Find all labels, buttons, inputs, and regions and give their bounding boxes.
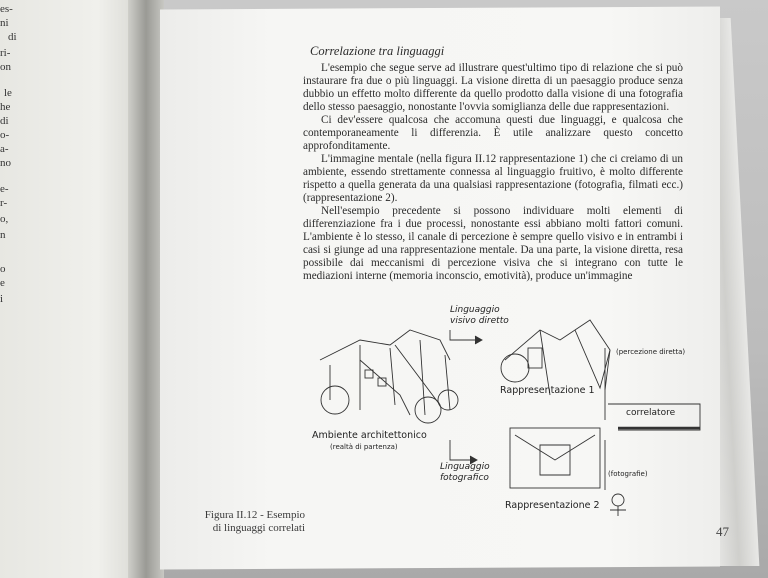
label-ambiente: Ambiente architettonico [312,430,427,441]
left-fragment: o [0,263,6,275]
label-fotografie: (fotografie) [608,470,648,478]
figure-caption [200,509,305,535]
label-rappresentazione-1: Rappresentazione 1 [500,385,595,396]
left-fragment: a- [0,143,9,155]
left-fragment: ri- [0,47,11,59]
sketch-tree [321,386,349,414]
left-fragment: ni [0,17,9,29]
left-fragment: e [0,277,5,289]
label-realta: (realtà di partenza) [330,443,398,451]
left-fragment: r- [0,197,8,209]
left-fragment: on [0,61,11,73]
label-linguaggio-foto: Linguaggio [440,462,490,472]
sketch-tree [415,397,441,423]
paragraph: L'esempio che segue serve ad illustrare quest'ultimo tipo di relazione che si può instaurare fra due o più linguaggi. La visione diretta di un paesaggio produce senza dubbio un effetto molto differente da quello prodotto dalla visione di una fotografia dello stesso paesaggio, nonostante l'ovvia somiglianza delle due rappresentazioni. [303,62,683,113]
left-fragment: di [0,115,9,127]
paragraph: L'immagine mentale (nella figura II.12 rappresentazione 1) che ci creiamo di un ambiente, essendo strettamente connessa al linguaggio fruitivo, è molto differente rispetto a quella generata da una qualsiasi rappresentazione (fotografia, filmati ecc.) (rappresentazione 2). [303,153,683,204]
book-gutter [128,0,164,578]
label-percezione-diretta: (percezione diretta) [616,348,686,356]
caption-line: Figura II.12 - Esempio [204,509,305,521]
label-fotografico: fotografico [440,473,489,483]
label-visivo-diretto: visivo diretto [450,316,509,326]
left-page [0,0,140,578]
left-fragment: es- [0,3,13,15]
sketch-building [528,348,542,368]
section-title: Correlazione tra linguaggi [310,44,445,58]
page-number: 47 [716,524,729,539]
figure-sketch [300,300,720,520]
left-fragment: he [0,101,11,113]
left-fragment: i [0,293,4,305]
caption-line: di linguaggi correlati [212,522,305,534]
sketch-roofline [320,330,450,360]
arrow-head [475,336,482,344]
paragraph: Nell'esempio precedente si possono individuare molti elementi di differenziazione fra i due processi, nonostante essi abbiano molti fattori comuni. L'ambiente è lo stesso, il canale di percezione è sempre quello visivo e in entrambi i casi si giunge ad una rappresentazione mentale. Da una parte, la visione diretta, resa possibile dai meccanismi di percezione visiva che si integrano con tutte le mediazioni interne (memoria inconscio, emotività), produce un'immagine [303,205,683,282]
body-text [303,62,683,283]
left-fragment: no [0,157,11,169]
label-linguaggio-visivo: Linguaggio [450,305,500,315]
stick-figure-body [610,506,626,516]
sketch-photo-content [515,435,595,475]
label-correlatore: correlatore [626,408,676,418]
sketch-photo-frame [510,428,600,488]
sketch-tree [438,390,458,410]
stick-figure-head [612,494,624,506]
left-fragment: le [4,87,12,99]
left-fragment: e- [0,183,9,195]
sketch-walls [330,340,450,415]
left-fragment: di [8,31,17,43]
sketch-tree [501,354,529,382]
paragraph: Ci dev'essere qualcosa che accomuna questi due linguaggi, e qualcosa che contemporaneamente li differenzia. È utile analizzare questo concetto approfonditamente. [303,114,683,152]
left-fragment: o- [0,129,10,141]
sketch-window [365,370,373,378]
left-fragment: n [0,229,6,241]
label-rappresentazione-2: Rappresentazione 2 [505,500,600,511]
sketch-street [360,345,440,415]
left-fragment: o, [0,213,9,225]
